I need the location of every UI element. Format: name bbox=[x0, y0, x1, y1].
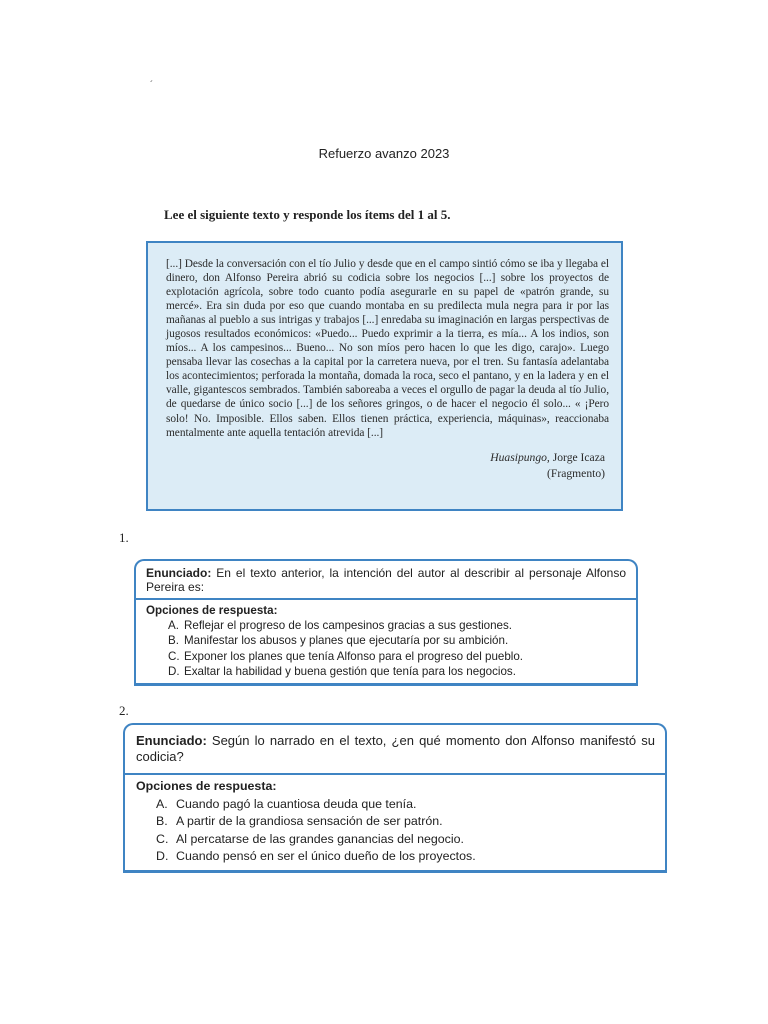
option-letter: C. bbox=[168, 649, 180, 663]
options-label: Opciones de respuesta: bbox=[146, 604, 278, 617]
option-b bbox=[146, 633, 626, 648]
stray-mark: ´ bbox=[150, 80, 154, 91]
option-text: A partir de la grandiosa sensación de ser patrón. bbox=[176, 814, 443, 829]
source-author: Jorge Icaza bbox=[549, 450, 605, 464]
option-letter: A. bbox=[156, 796, 168, 811]
question-1-stem bbox=[136, 561, 636, 600]
reading-passage-box bbox=[146, 241, 623, 511]
question-1-options bbox=[136, 600, 636, 679]
stem-label: Enunciado: bbox=[136, 733, 207, 748]
option-d bbox=[146, 664, 626, 679]
option-c bbox=[136, 831, 655, 849]
option-b bbox=[136, 813, 655, 831]
option-c bbox=[146, 649, 626, 664]
option-letter: A. bbox=[168, 619, 179, 633]
passage-text: [...] Desde la conversación con el tío Julio y desde que en el campo sintió cómo se iba y llegaba el dinero, don Alfonso Pereira abrió su codicia sobre los negocios [...] sobre los proyectos de explotación agrícola, sobre todo cuanto podía asegurarle en su papel de «patrón grande, su mercé». Era sin duda por eso que cuando montaba en su predilecta mula negra para ir por las mañanas al pueblo a sus intrigas y trabajos [...] enredaba su imaginación en largas perspectivas de jugosos resultados económicos: «Puedo... Puedo exprimir a la tierra, es mía... A los indios, son míos... A los campesinos... Bueno... No son míos pero hacen lo que les digo, carajo». Luego pensaba llevar las cosechas a la capital por la carretera nueva, por el tren. Su fantasía adelantaba los acontecimientos; perforada la montaña, domada la roca, seco el pantano, y en la ladera y en el valle, gigantescos sembrados. También saboreaba a veces el orgullo de pagar la deuda al tío Julio, de quedarse de único socio [...] de los señores gringos, o de hacer el negocio él solo... « ¡Pero solo! No. Imposible. Ellos saben. Ellos tienen práctica, experiencia, máquinas», reaccionaba mentalmente ante aquella tentación atrevida [...] bbox=[166, 258, 609, 439]
option-a bbox=[146, 618, 626, 633]
option-text: Exponer los planes que tenía Alfonso para el progreso del pueblo. bbox=[184, 649, 524, 663]
question-2-box bbox=[123, 723, 667, 873]
option-text: Reflejar el progreso de los campesinos gracias a sus gestiones. bbox=[184, 619, 513, 633]
option-d bbox=[136, 848, 655, 866]
stem-text: Según lo narrado en el texto, ¿en qué momento don Alfonso manifestó su codicia? bbox=[136, 733, 655, 764]
item-number-1: 1. bbox=[119, 530, 129, 545]
question-2-options bbox=[125, 775, 665, 866]
option-text: Exaltar la habilidad y buena gestión que tenía para los negocios. bbox=[184, 664, 516, 678]
passage-source bbox=[166, 450, 609, 482]
question-2-stem bbox=[125, 725, 665, 775]
options-label: Opciones de respuesta: bbox=[136, 779, 277, 793]
page-title: Refuerzo avanzo 2023 bbox=[318, 146, 450, 161]
option-text: Manifestar los abusos y planes que ejecutaría por su ambición. bbox=[184, 634, 509, 648]
option-a bbox=[136, 796, 655, 814]
option-text: Cuando pensó en ser el único dueño de los proyectos. bbox=[176, 849, 476, 864]
item-number-2: 2. bbox=[119, 703, 129, 718]
option-letter: D. bbox=[156, 849, 169, 864]
option-text: Al percatarse de las grandes ganancias del negocio. bbox=[176, 831, 464, 846]
source-work: Huasipungo, bbox=[490, 450, 550, 464]
instruction: Lee el siguiente texto y responde los ítems del 1 al 5. bbox=[164, 207, 451, 222]
option-letter: B. bbox=[156, 814, 168, 829]
option-letter: D. bbox=[168, 664, 180, 678]
stem-text: En el texto anterior, la intención del autor al describir al personaje Alfonso Pereira es: bbox=[146, 566, 626, 594]
option-text: Cuando pagó la cuantiosa deuda que tenía. bbox=[176, 796, 417, 811]
option-letter: C. bbox=[156, 831, 169, 846]
option-letter: B. bbox=[168, 634, 179, 648]
question-1-box bbox=[134, 559, 638, 686]
stem-label: Enunciado: bbox=[146, 566, 212, 580]
source-note: (Fragmento) bbox=[547, 466, 605, 480]
